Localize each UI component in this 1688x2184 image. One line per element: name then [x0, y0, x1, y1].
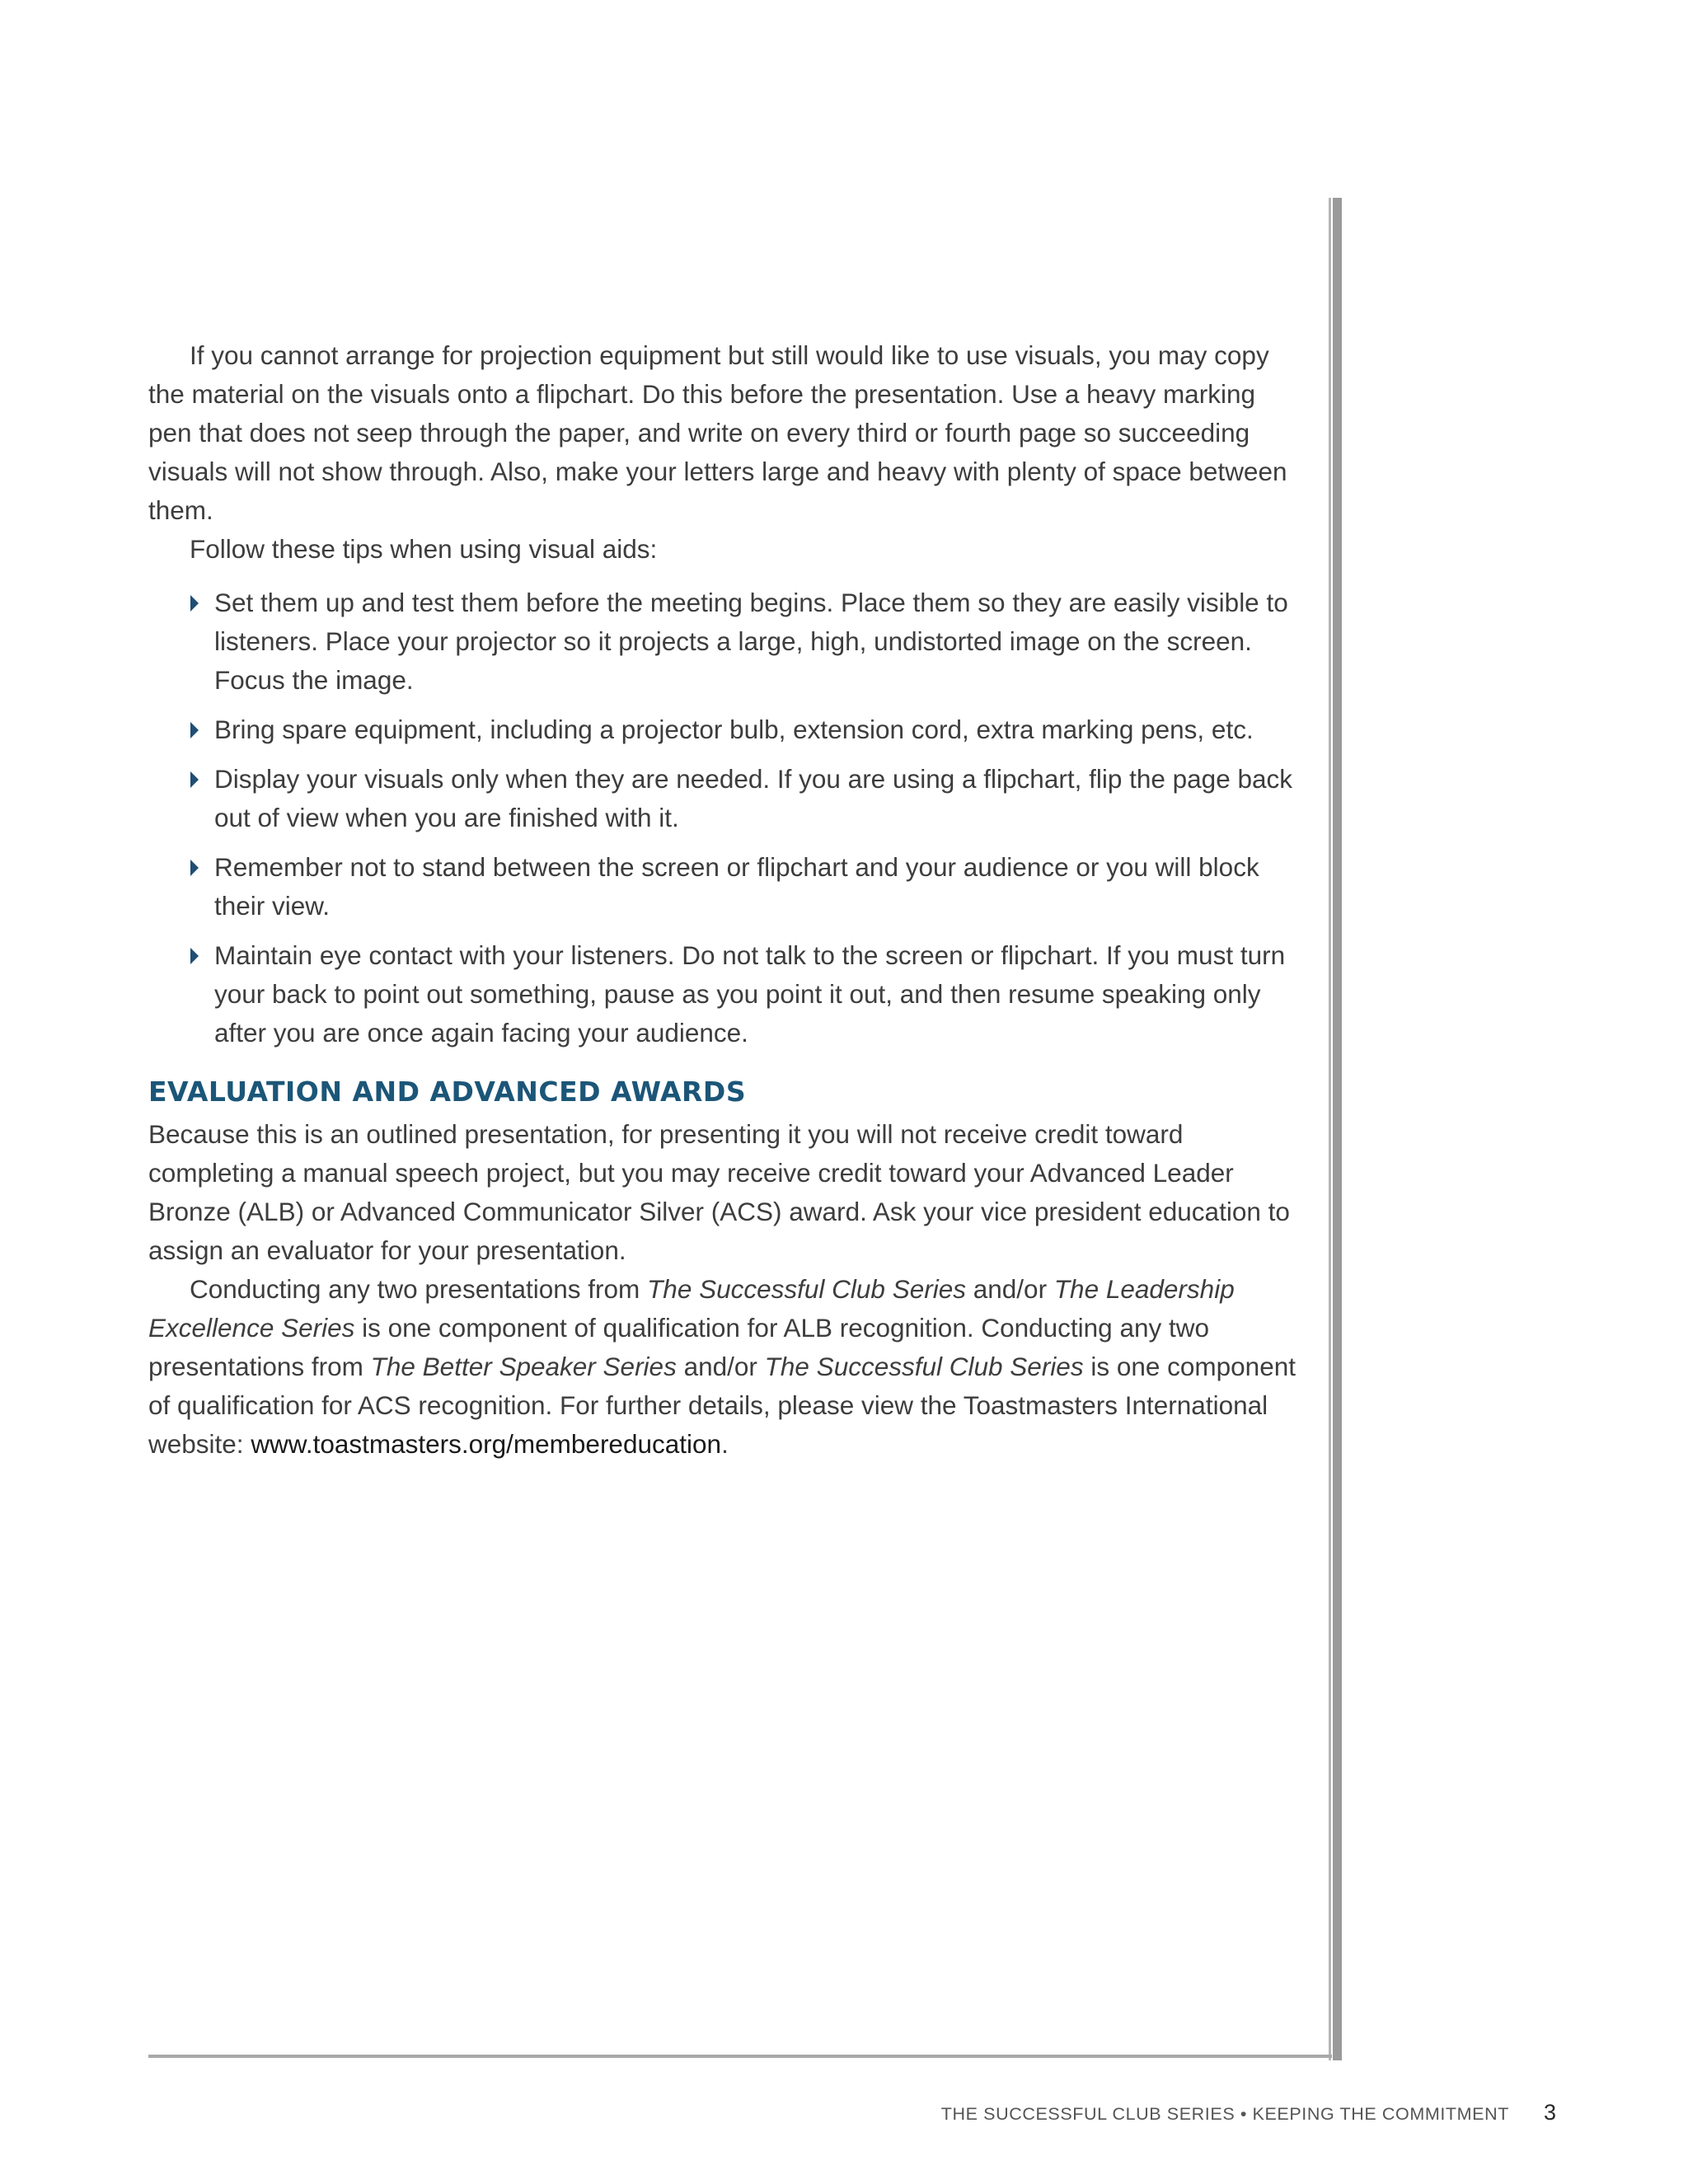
list-item-text: Bring spare equipment, including a projector bulb, extension cord, extra marking pens, etc.	[214, 715, 1254, 744]
list-item	[214, 710, 1302, 749]
footer-series-title: THE SUCCESSFUL CLUB SERIES • KEEPING THE COMMITMENT	[940, 2104, 1509, 2124]
series-title: The Successful Club Series	[764, 1352, 1084, 1381]
page-number: 3	[1543, 2100, 1556, 2125]
list-item	[214, 760, 1302, 837]
tips-intro: Follow these tips when using visual aids:	[190, 534, 658, 564]
list-item	[214, 583, 1302, 700]
list-item-text: Remember not to stand between the screen or flipchart and your audience or you will block their view.	[214, 852, 1259, 921]
list-item-text: Maintain eye contact with your listeners. Do not talk to the screen or flipchart. If you must turn your back to point out something, pause as you point it out, and then resume speaking only after you are once again facing your audience.	[214, 940, 1286, 1047]
member-education-link[interactable]: www.toastmasters.org/membereducation	[251, 1429, 722, 1459]
awards-text: and/or	[676, 1352, 765, 1381]
list-item-text: Display your visuals only when they are needed. If you are using a flipchart, flip the page back out of view when you are finished with it.	[214, 764, 1293, 832]
series-title: The Leadership Excellence Series	[148, 1274, 1235, 1343]
awards-paragraph	[148, 1270, 1302, 1464]
document-body	[148, 336, 1302, 1464]
triangle-bullet-icon	[190, 860, 199, 876]
evaluation-paragraph: Because this is an outlined presentation, for presenting it you will not receive credit toward completing a manual speech project, but you may receive credit toward your Advanced Leader Bronze (ALB) or Advanced Communicator Silver (ACS) award. Ask your vice president education to assign an evaluator for your presentation.	[148, 1119, 1290, 1265]
awards-text: .	[721, 1429, 729, 1459]
list-item	[214, 848, 1302, 926]
awards-text: is one component of qualification for ACS recognition. For further details, please view the Toastmasters International website:	[148, 1352, 1296, 1459]
awards-text: Conducting any two presentations from	[190, 1274, 648, 1304]
series-title: The Successful Club Series	[647, 1274, 966, 1304]
section-heading: EVALUATION AND ADVANCED AWARDS	[148, 1076, 747, 1108]
triangle-bullet-icon	[190, 722, 199, 738]
series-title: The Better Speaker Series	[370, 1352, 677, 1381]
page-border-bottom	[148, 2055, 1332, 2058]
list-item-text: Set them up and test them before the meeting begins. Place them so they are easily visible to listeners. Place your projector so it projects a large, high, undistorted image on the screen. Focus the image.	[214, 588, 1288, 695]
page-footer	[941, 2100, 1556, 2125]
page-border-right	[1329, 198, 1342, 2060]
triangle-bullet-icon	[190, 595, 199, 612]
intro-paragraph: If you cannot arrange for projection equipment but still would like to use visuals, you may copy the material on the visuals onto a flipchart. Do this before the presentation. Use a heavy marking pen that does not seep through the paper, and write on every third or fourth page so succeeding visuals will not show through. Also, make your letters large and heavy with plenty of space between them.	[148, 340, 1287, 525]
awards-text: and/or	[965, 1274, 1054, 1304]
triangle-bullet-icon	[190, 771, 199, 788]
list-item	[214, 936, 1302, 1052]
awards-text: is one component of qualification for ALB recognition. Conducting any two presentations from	[148, 1313, 1210, 1381]
triangle-bullet-icon	[190, 948, 199, 964]
tips-list	[148, 583, 1302, 1052]
